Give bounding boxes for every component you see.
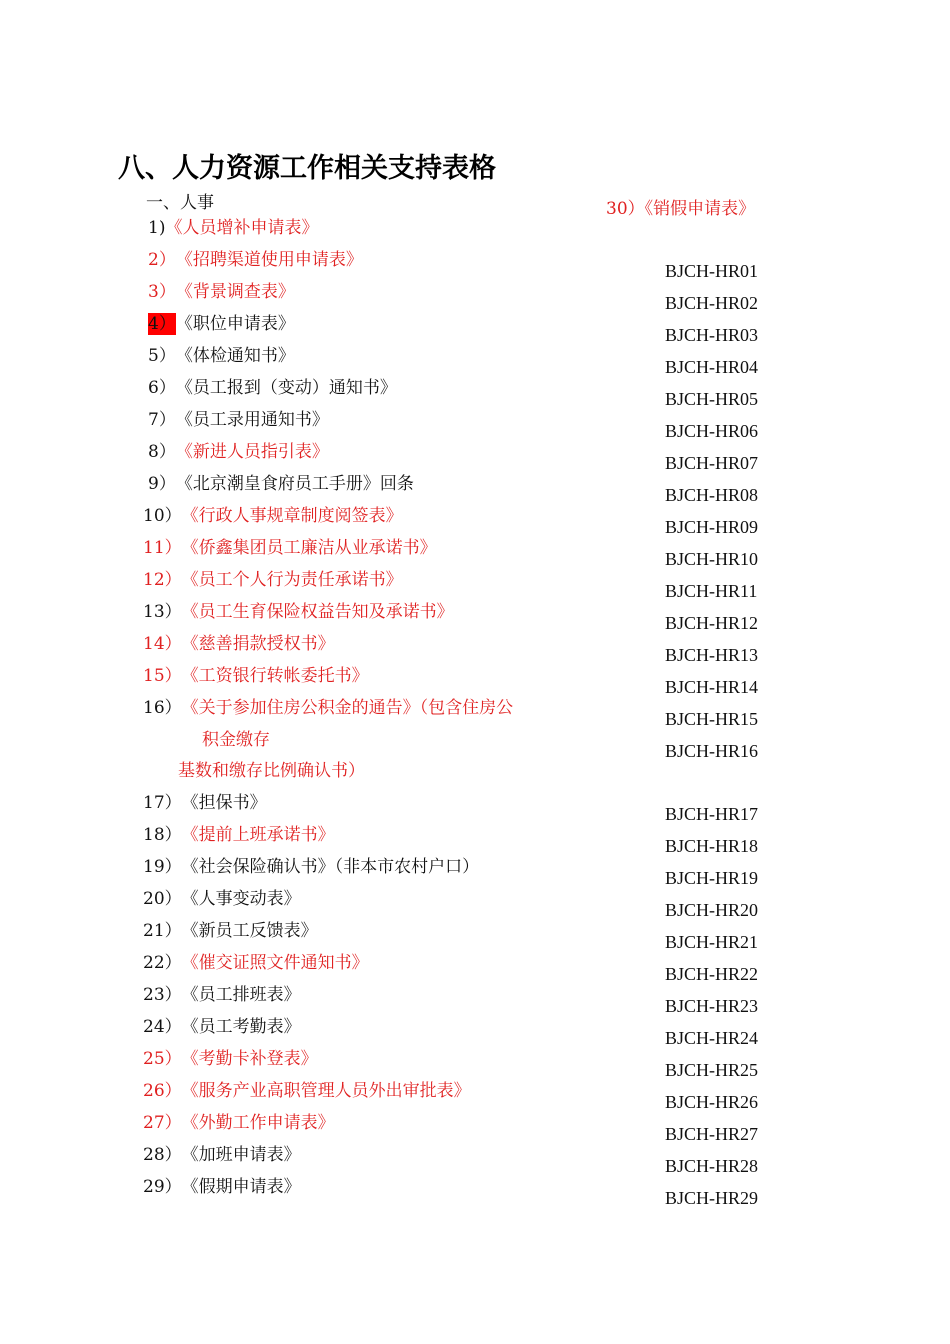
item-title: 《员工录用通知书》 — [175, 410, 329, 430]
item-number: 24） — [143, 1017, 182, 1037]
item-number: 26） — [143, 1081, 182, 1101]
item-number: 7） — [148, 410, 176, 430]
item-title: 《社会保险确认书》（非本市农村户口） — [181, 857, 480, 877]
form-code: BJCH-HR08 — [665, 485, 759, 505]
list-item-16-cont-1: 积金缴存 — [202, 730, 270, 750]
list-item-10 — [143, 505, 403, 527]
list-item-19 — [143, 856, 479, 878]
form-code: BJCH-HR06 — [665, 421, 759, 441]
form-code: BJCH-HR03 — [665, 325, 759, 345]
list-item-7 — [148, 409, 329, 431]
item-title: 《员工个人行为责任承诺书》 — [181, 570, 403, 590]
item-title: 《工资银行转帐委托书》 — [181, 666, 369, 686]
list-item-25 — [143, 1048, 318, 1070]
page-title: 八、人力资源工作相关支持表格 — [118, 153, 496, 184]
list-item-9 — [148, 473, 414, 495]
item-number: 13） — [143, 602, 182, 622]
form-code: BJCH-HR12 — [665, 613, 759, 633]
form-code: BJCH-HR07 — [665, 453, 759, 473]
item-title: 《服务产业高职管理人员外出审批表》 — [181, 1081, 471, 1101]
item-title: 《北京潮皇食府员工手册》回条 — [175, 474, 414, 494]
list-item-11 — [143, 537, 437, 559]
form-code: BJCH-HR11 — [665, 581, 758, 601]
item-number: 21） — [143, 921, 182, 941]
list-item-22 — [143, 952, 369, 974]
item-title: 《人事变动表》 — [181, 889, 301, 909]
form-code: BJCH-HR13 — [665, 645, 759, 665]
list-item-21 — [143, 920, 318, 942]
item-number: 9） — [148, 474, 176, 494]
item-title: 《加班申请表》 — [181, 1145, 301, 1165]
item-number: 12） — [143, 570, 182, 590]
list-item-24 — [143, 1016, 301, 1038]
form-code: BJCH-HR01 — [665, 261, 759, 281]
list-item-12 — [143, 569, 403, 591]
form-code: BJCH-HR24 — [665, 1028, 759, 1048]
form-code: BJCH-HR22 — [665, 964, 759, 984]
item-number: 10） — [143, 506, 182, 526]
form-code: BJCH-HR02 — [665, 293, 759, 313]
list-item-26 — [143, 1080, 471, 1102]
item-title: 《侨鑫集团员工廉洁从业承诺书》 — [181, 538, 437, 558]
item-number: 15） — [143, 666, 182, 686]
form-code: BJCH-HR23 — [665, 996, 759, 1016]
form-code: BJCH-HR27 — [665, 1124, 759, 1144]
list-item-6 — [148, 377, 397, 399]
item-number: 14） — [143, 634, 182, 654]
list-item-18 — [143, 824, 335, 846]
item-number: 1) — [148, 218, 166, 238]
item-number: 16） — [143, 698, 182, 718]
item-title: 《外勤工作申请表》 — [181, 1113, 335, 1133]
item-title: 《考勤卡补登表》 — [181, 1049, 318, 1069]
item-title: 《员工报到（变动）通知书》 — [175, 378, 397, 398]
form-code: BJCH-HR25 — [665, 1060, 759, 1080]
list-item-5 — [148, 345, 295, 367]
form-code: BJCH-HR09 — [665, 517, 759, 537]
item-number: 17） — [143, 793, 182, 813]
item-title: 《关于参加住房公积金的通告》（包含住房公 — [181, 698, 514, 718]
list-item-1 — [148, 217, 318, 239]
list-item-14 — [143, 633, 335, 655]
list-item-27 — [143, 1112, 335, 1134]
form-code: BJCH-HR28 — [665, 1156, 759, 1176]
list-item-16-cont-2: 基数和缴存比例确认书） — [178, 761, 365, 781]
list-item-15 — [143, 665, 369, 687]
list-item-3 — [148, 281, 295, 303]
item-title: 《招聘渠道使用申请表》 — [175, 250, 363, 270]
item-title: 《催交证照文件通知书》 — [181, 953, 369, 973]
item-title: 《慈善捐款授权书》 — [181, 634, 335, 654]
list-item-29 — [143, 1176, 301, 1198]
item-title: 《背景调查表》 — [175, 282, 295, 302]
list-item-17 — [143, 792, 267, 814]
item-number: 11） — [143, 538, 182, 558]
item-title: 《行政人事规章制度阅签表》 — [181, 506, 403, 526]
form-code: BJCH-HR26 — [665, 1092, 759, 1112]
item-number: 3） — [148, 282, 176, 302]
item-title: 《员工生育保险权益告知及承诺书》 — [181, 602, 454, 622]
item-number: 22） — [143, 953, 182, 973]
item-number: 27） — [143, 1113, 182, 1133]
item-number: 25） — [143, 1049, 182, 1069]
list-item-2 — [148, 249, 363, 271]
item-number: 18） — [143, 825, 182, 845]
item-title: 《提前上班承诺书》 — [181, 825, 335, 845]
form-code: BJCH-HR04 — [665, 357, 759, 377]
item-number: 29） — [143, 1177, 182, 1197]
item-number: 5） — [148, 346, 176, 366]
item-title: 《新员工反馈表》 — [181, 921, 318, 941]
item-title: 《体检通知书》 — [175, 346, 295, 366]
form-code: BJCH-HR21 — [665, 932, 759, 952]
item-number: 4） — [148, 314, 176, 334]
item-title: 《新进人员指引表》 — [175, 442, 329, 462]
item-number: 23） — [143, 985, 182, 1005]
item-number: 20） — [143, 889, 182, 909]
form-code: BJCH-HR19 — [665, 868, 759, 888]
list-item-8 — [148, 441, 329, 463]
item-number: 8） — [148, 442, 176, 462]
form-code: BJCH-HR15 — [665, 709, 759, 729]
item-title: 《假期申请表》 — [181, 1177, 301, 1197]
item-title: 《员工排班表》 — [181, 985, 301, 1005]
form-code: BJCH-HR10 — [665, 549, 759, 569]
section-heading: 一、人事 — [146, 193, 214, 213]
list-item-28 — [143, 1144, 301, 1166]
item-number: 6） — [148, 378, 176, 398]
list-item-23 — [143, 984, 301, 1006]
form-code: BJCH-HR05 — [665, 389, 759, 409]
item-number: 2） — [148, 250, 176, 270]
item-number: 19） — [143, 857, 182, 877]
item-number: 28） — [143, 1145, 182, 1165]
item-title: 《员工考勤表》 — [181, 1017, 301, 1037]
list-item-30 — [606, 194, 755, 219]
list-item-4 — [148, 313, 295, 335]
item-title: 《销假申请表》 — [644, 199, 756, 219]
item-number: 30） — [606, 199, 645, 219]
form-code: BJCH-HR16 — [665, 741, 759, 761]
form-code: BJCH-HR29 — [665, 1188, 759, 1208]
list-item-13 — [143, 601, 454, 623]
list-item-16 — [143, 697, 513, 719]
item-title: 《担保书》 — [181, 793, 267, 813]
item-title: 《职位申请表》 — [175, 314, 295, 334]
form-code: BJCH-HR20 — [665, 900, 759, 920]
item-title: 《人员增补申请表》 — [165, 218, 319, 238]
form-code: BJCH-HR17 — [665, 804, 759, 824]
form-code: BJCH-HR18 — [665, 836, 759, 856]
list-item-20 — [143, 888, 301, 910]
form-code: BJCH-HR14 — [665, 677, 759, 697]
